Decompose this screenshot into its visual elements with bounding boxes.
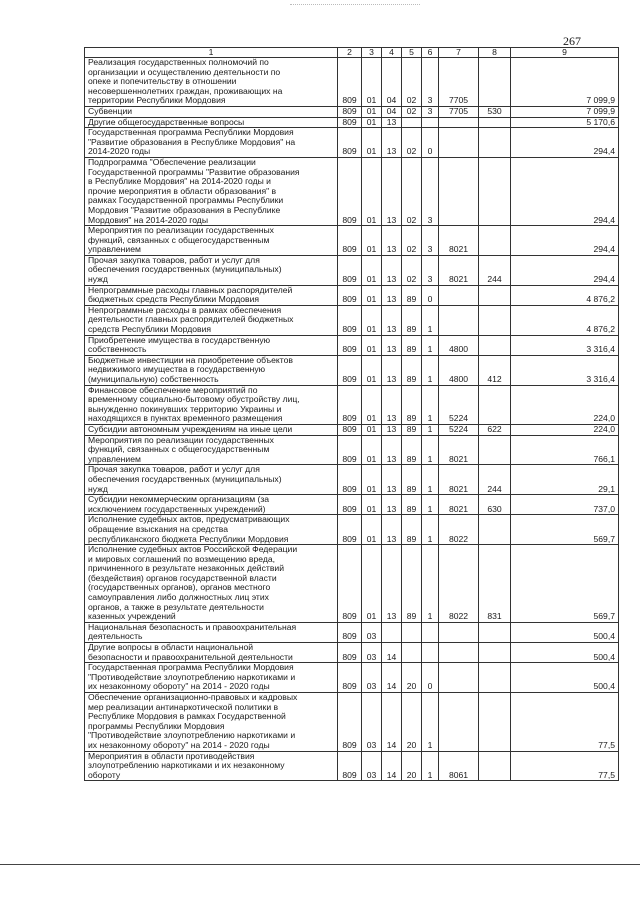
program-code (402, 643, 422, 663)
row-name: Реализация государственных полномочий по организации и осуществлению деятельности по опеке и попечительству в отношении несовершеннолетних граждан, проживающих на территории Республики Мордовия (85, 58, 338, 107)
subprogram-code: 1 (422, 545, 439, 623)
program-code: 89 (402, 335, 422, 355)
program-code: 20 (402, 751, 422, 781)
gr-code: 809 (338, 663, 362, 693)
table-row (85, 128, 619, 158)
target-code: 8022 (439, 515, 479, 545)
table-row (85, 58, 619, 107)
row-name: Прочая закупка товаров, работ и услуг для обеспечения государственных (муниципальных) нужд (85, 255, 338, 285)
table-row (85, 545, 619, 623)
column-header-6: 6 (422, 48, 439, 58)
amount: 77,5 (511, 751, 619, 781)
table-row (85, 226, 619, 256)
table-row (85, 106, 619, 117)
target-code: 4800 (439, 335, 479, 355)
subprogram-code: 3 (422, 106, 439, 117)
subsection-code: 14 (382, 693, 402, 752)
program-code: 02 (402, 128, 422, 158)
subsection-code: 13 (382, 465, 402, 495)
section-code: 01 (362, 128, 382, 158)
subsection-code: 14 (382, 751, 402, 781)
subprogram-code (422, 117, 439, 128)
target-code: 5224 (439, 385, 479, 424)
program-code: 02 (402, 226, 422, 256)
subprogram-code: 1 (422, 751, 439, 781)
target-code (439, 693, 479, 752)
row-name: Другие вопросы в области национальной безопасности и правоохранительной деятельности (85, 643, 338, 663)
row-name: Государственная программа Республики Мордовия "Противодействие злоупотреблению наркотиками и их незаконному обороту" на 2014 - 2020 годы (85, 663, 338, 693)
expense-type-code (479, 751, 511, 781)
subsection-code: 13 (382, 128, 402, 158)
subprogram-code: 0 (422, 663, 439, 693)
subprogram-code: 1 (422, 385, 439, 424)
scan-artifact (290, 4, 420, 5)
subprogram-code: 3 (422, 226, 439, 256)
row-name: Подпрограмма "Обеспечение реализации Государственной программы "Развитие образования в Республике Мордовия" на 2014-2020 годы и прочие мероприятия в области образования" в рамках Государственной программы Республики Мордовия "Развитие образования в Республике Мордовия" на 2014-2020 годы (85, 157, 338, 225)
subsection-code: 13 (382, 117, 402, 128)
target-code (439, 285, 479, 305)
bottom-rule (0, 864, 640, 865)
amount: 77,5 (511, 693, 619, 752)
amount: 7 099,9 (511, 58, 619, 107)
program-code: 89 (402, 355, 422, 385)
gr-code: 809 (338, 643, 362, 663)
amount: 766,1 (511, 435, 619, 465)
gr-code: 809 (338, 435, 362, 465)
table-row (85, 355, 619, 385)
row-name: Обеспечение организационно-правовых и кадровых мер реализации антинаркотической политики в Республике Мордовия в рамках Государственной программы Республики Мордовия "Противодействие злоупотреблению наркотиками и их незаконному обороту" на 2014 - 2020 годы (85, 693, 338, 752)
gr-code: 809 (338, 545, 362, 623)
row-name: Прочая закупка товаров, работ и услуг для обеспечения государственных (муниципальных) нужд (85, 465, 338, 495)
subsection-code: 13 (382, 157, 402, 225)
column-header-4: 4 (382, 48, 402, 58)
gr-code: 809 (338, 622, 362, 642)
section-code: 01 (362, 157, 382, 225)
expense-type-code (479, 335, 511, 355)
amount: 294,4 (511, 128, 619, 158)
program-code (402, 117, 422, 128)
subsection-code: 13 (382, 424, 402, 435)
subsection-code: 13 (382, 305, 402, 335)
target-code: 8021 (439, 255, 479, 285)
amount: 737,0 (511, 495, 619, 515)
amount: 4 876,2 (511, 285, 619, 305)
section-code: 01 (362, 106, 382, 117)
section-code: 01 (362, 255, 382, 285)
expense-type-code (479, 515, 511, 545)
gr-code: 809 (338, 305, 362, 335)
subsection-code: 04 (382, 106, 402, 117)
gr-code: 809 (338, 355, 362, 385)
target-code: 5224 (439, 424, 479, 435)
expense-type-code (479, 285, 511, 305)
expense-type-code: 244 (479, 255, 511, 285)
program-code: 89 (402, 435, 422, 465)
table-row (85, 117, 619, 128)
row-name: Другие общегосударственные вопросы (85, 117, 338, 128)
amount: 294,4 (511, 255, 619, 285)
table-row (85, 435, 619, 465)
section-code: 03 (362, 693, 382, 752)
subsection-code: 14 (382, 663, 402, 693)
table-row (85, 663, 619, 693)
program-code (402, 622, 422, 642)
gr-code: 809 (338, 128, 362, 158)
subprogram-code: 1 (422, 355, 439, 385)
expense-type-code (479, 305, 511, 335)
expense-type-code (479, 643, 511, 663)
section-code: 01 (362, 465, 382, 495)
subprogram-code: 1 (422, 693, 439, 752)
amount: 224,0 (511, 385, 619, 424)
target-code: 8021 (439, 465, 479, 495)
expense-type-code: 622 (479, 424, 511, 435)
subsection-code: 13 (382, 385, 402, 424)
table-row (85, 515, 619, 545)
target-code: 7705 (439, 58, 479, 107)
column-header-5: 5 (402, 48, 422, 58)
subsection-code: 13 (382, 545, 402, 623)
subsection-code: 13 (382, 355, 402, 385)
program-code: 89 (402, 424, 422, 435)
program-code: 20 (402, 693, 422, 752)
section-code: 01 (362, 515, 382, 545)
section-code: 01 (362, 226, 382, 256)
expense-type-code: 412 (479, 355, 511, 385)
row-name: Мероприятия по реализации государственных функций, связанных с общегосударственным управлением (85, 435, 338, 465)
table-row (85, 424, 619, 435)
row-name: Мероприятия в области противодействия злоупотреблению наркотиками и их незаконному обороту (85, 751, 338, 781)
column-header-1: 1 (85, 48, 338, 58)
gr-code: 809 (338, 58, 362, 107)
subsection-code: 04 (382, 58, 402, 107)
expense-type-code (479, 663, 511, 693)
gr-code: 809 (338, 385, 362, 424)
amount: 569,7 (511, 545, 619, 623)
amount: 3 316,4 (511, 355, 619, 385)
subprogram-code: 3 (422, 255, 439, 285)
amount: 7 099,9 (511, 106, 619, 117)
amount: 4 876,2 (511, 305, 619, 335)
budget-table (84, 47, 619, 781)
gr-code: 809 (338, 335, 362, 355)
section-code: 01 (362, 545, 382, 623)
gr-code: 809 (338, 117, 362, 128)
gr-code: 809 (338, 157, 362, 225)
column-header-8: 8 (479, 48, 511, 58)
amount: 3 316,4 (511, 335, 619, 355)
expense-type-code (479, 58, 511, 107)
gr-code: 809 (338, 465, 362, 495)
target-code: 7705 (439, 106, 479, 117)
subsection-code: 13 (382, 335, 402, 355)
subprogram-code: 0 (422, 128, 439, 158)
subsection-code: 14 (382, 643, 402, 663)
subprogram-code: 1 (422, 515, 439, 545)
row-name: Непрограммные расходы главных распорядителей бюджетных средств Республики Мордовия (85, 285, 338, 305)
header-row (85, 48, 619, 58)
subprogram-code: 1 (422, 465, 439, 495)
row-name: Приобретение имущества в государственную собственность (85, 335, 338, 355)
gr-code: 809 (338, 751, 362, 781)
subprogram-code: 3 (422, 157, 439, 225)
gr-code: 809 (338, 285, 362, 305)
subprogram-code: 1 (422, 435, 439, 465)
row-name: Исполнение судебных актов Российской Федерации и мировых соглашений по возмещению вреда, причиненного в результате незаконных действий (бездействия) органов государственной власти (государственных органов), органов местного самоуправления либо должностных лиц этих органов, а также в результате деятельности казенных учреждений (85, 545, 338, 623)
row-name: Бюджетные инвестиции на приобретение объектов недвижимого имущества в государственную (муниципальную) собственность (85, 355, 338, 385)
expense-type-code: 831 (479, 545, 511, 623)
subprogram-code (422, 643, 439, 663)
expense-type-code: 630 (479, 495, 511, 515)
target-code (439, 128, 479, 158)
amount: 5 170,6 (511, 117, 619, 128)
program-code: 89 (402, 305, 422, 335)
section-code: 01 (362, 435, 382, 465)
program-code: 02 (402, 58, 422, 107)
amount: 500,4 (511, 622, 619, 642)
section-code: 01 (362, 305, 382, 335)
section-code: 01 (362, 385, 382, 424)
program-code: 89 (402, 515, 422, 545)
row-name: Национальная безопасность и правоохранительная деятельность (85, 622, 338, 642)
column-header-3: 3 (362, 48, 382, 58)
target-code (439, 305, 479, 335)
subprogram-code: 1 (422, 495, 439, 515)
table-row (85, 335, 619, 355)
section-code: 03 (362, 643, 382, 663)
subsection-code: 13 (382, 495, 402, 515)
table-body (85, 58, 619, 781)
page-number: 267 (563, 34, 581, 48)
gr-code: 809 (338, 495, 362, 515)
subsection-code (382, 622, 402, 642)
target-code (439, 663, 479, 693)
column-header-2: 2 (338, 48, 362, 58)
subsection-code: 13 (382, 515, 402, 545)
section-code: 01 (362, 355, 382, 385)
amount: 569,7 (511, 515, 619, 545)
table-row (85, 305, 619, 335)
gr-code: 809 (338, 515, 362, 545)
section-code: 01 (362, 58, 382, 107)
expense-type-code (479, 693, 511, 752)
table-row (85, 285, 619, 305)
section-code: 03 (362, 622, 382, 642)
expense-type-code: 530 (479, 106, 511, 117)
program-code: 89 (402, 285, 422, 305)
row-name: Субсидии некоммерческим организациям (за исключением государственных учреждений) (85, 495, 338, 515)
table-row (85, 157, 619, 225)
gr-code: 809 (338, 693, 362, 752)
subsection-code: 13 (382, 435, 402, 465)
subprogram-code: 1 (422, 305, 439, 335)
row-name: Субвенции (85, 106, 338, 117)
expense-type-code (479, 128, 511, 158)
target-code: 4800 (439, 355, 479, 385)
amount: 294,4 (511, 157, 619, 225)
subsection-code: 13 (382, 285, 402, 305)
expense-type-code (479, 157, 511, 225)
program-code: 02 (402, 255, 422, 285)
amount: 500,4 (511, 663, 619, 693)
table-row (85, 255, 619, 285)
row-name: Мероприятия по реализации государственных функций, связанных с общегосударственным управлением (85, 226, 338, 256)
table-row (85, 465, 619, 495)
subprogram-code: 1 (422, 335, 439, 355)
table-row (85, 495, 619, 515)
section-code: 01 (362, 285, 382, 305)
section-code: 01 (362, 424, 382, 435)
target-code: 8021 (439, 226, 479, 256)
expense-type-code (479, 117, 511, 128)
table-row (85, 693, 619, 752)
gr-code: 809 (338, 106, 362, 117)
target-code: 8021 (439, 495, 479, 515)
amount: 224,0 (511, 424, 619, 435)
table-row (85, 622, 619, 642)
target-code (439, 157, 479, 225)
section-code: 01 (362, 335, 382, 355)
amount: 500,4 (511, 643, 619, 663)
section-code: 01 (362, 117, 382, 128)
program-code: 89 (402, 545, 422, 623)
target-code: 8022 (439, 545, 479, 623)
target-code (439, 622, 479, 642)
expense-type-code (479, 622, 511, 642)
expense-type-code (479, 226, 511, 256)
subprogram-code (422, 622, 439, 642)
program-code: 89 (402, 495, 422, 515)
row-name: Финансовое обеспечение мероприятий по временному социально-бытовому обустройству лиц, вынужденно покинувших территорию Украины и находящихся в пунктах временного размещения (85, 385, 338, 424)
section-code: 03 (362, 751, 382, 781)
amount: 29,1 (511, 465, 619, 495)
amount: 294,4 (511, 226, 619, 256)
column-header-9: 9 (511, 48, 619, 58)
section-code: 03 (362, 663, 382, 693)
subsection-code: 13 (382, 226, 402, 256)
program-code: 02 (402, 106, 422, 117)
program-code: 89 (402, 465, 422, 495)
target-code (439, 643, 479, 663)
row-name: Исполнение судебных актов, предусматривающих обращение взыскания на средства республиканского бюджета Республики Мордовия (85, 515, 338, 545)
subsection-code: 13 (382, 255, 402, 285)
row-name: Государственная программа Республики Мордовия "Развитие образования в Республике Мордовия" на 2014-2020 годы (85, 128, 338, 158)
target-code (439, 117, 479, 128)
subprogram-code: 0 (422, 285, 439, 305)
table-row (85, 643, 619, 663)
table-row (85, 385, 619, 424)
column-header-7: 7 (439, 48, 479, 58)
program-code: 20 (402, 663, 422, 693)
expense-type-code (479, 435, 511, 465)
gr-code: 809 (338, 424, 362, 435)
expense-type-code: 244 (479, 465, 511, 495)
subprogram-code: 1 (422, 424, 439, 435)
program-code: 02 (402, 157, 422, 225)
section-code: 01 (362, 495, 382, 515)
row-name: Субсидии автономным учреждениям на иные цели (85, 424, 338, 435)
subprogram-code: 3 (422, 58, 439, 107)
gr-code: 809 (338, 255, 362, 285)
expense-type-code (479, 385, 511, 424)
table-row (85, 751, 619, 781)
target-code: 8061 (439, 751, 479, 781)
program-code: 89 (402, 385, 422, 424)
target-code: 8021 (439, 435, 479, 465)
row-name: Непрограммные расходы в рамках обеспечения деятельности главных распорядителей бюджетных средств Республики Мордовия (85, 305, 338, 335)
gr-code: 809 (338, 226, 362, 256)
